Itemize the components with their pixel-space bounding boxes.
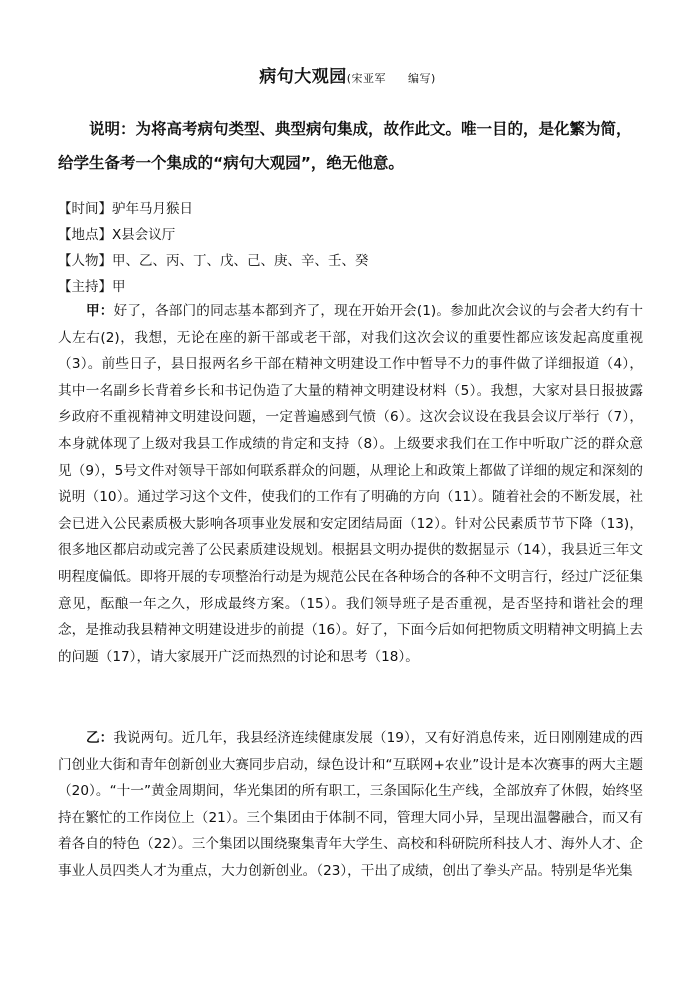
meta-time-value: 驴年马月猴日 <box>112 201 193 217</box>
meta-people <box>58 249 639 269</box>
paragraph-jia <box>58 298 643 670</box>
paragraph-text: 我说两句。近几年，我县经济连续健康发展（19），又有好消息传来，近日刚刚建成的西门创业大街和青年创新创业大赛同步启动，绿色设计和“互联网+农业”设计是本次赛事的两大主题（20）。“十一”黄金周期间，华光集团的所有职工，三条国际化生产线，全部放弃了休假，始终坚持在繁忙的工作岗位上（21）。三个集团由于体制不同，管理大同小异，呈现出温馨融合，而又有着各自的特色（22）。三个集团以围绕聚集青年大学生、高校和科研院所科技人才、海外人才、企事业人员四类人才为重点，大力创新创业。（23），干出了成绩，创出了拳头产品。特别是华光集 <box>58 730 643 879</box>
meta-place-label: 【地点】 <box>58 227 112 243</box>
document-title <box>0 62 695 87</box>
meta-people-label: 【人物】 <box>58 253 112 269</box>
paragraph-yi <box>58 725 643 885</box>
intro-note: 说明：为将高考病句类型、典型病句集成，故作此文。唯一目的，是化繁为简，给学生备考一个集成的“病句大观园”，绝无他意。 <box>58 120 632 172</box>
meta-host-value: 甲 <box>112 279 126 295</box>
title-main: 病句大观园 <box>259 67 347 87</box>
meta-time <box>58 197 639 217</box>
meta-place-value: X县会议厅 <box>112 227 176 243</box>
speaker-label: 甲： <box>86 303 114 319</box>
author-role: 编写) <box>408 72 436 85</box>
meta-host-label: 【主持】 <box>58 279 112 295</box>
speaker-label: 乙： <box>86 730 114 746</box>
meta-people-value: 甲、乙、丙、丁、戊、己、庚、辛、壬、癸 <box>112 253 369 269</box>
author-name: (宋亚军 <box>346 72 386 85</box>
paragraph-text: 好了，各部门的同志基本都到齐了，现在开始开会(1)。参加此次会议的与会者大约有十人左右(2)，我想，无论在座的新干部或老干部，对我们这次会议的重要性都应该发起高度重视（3）。前些日子，县日报两名乡干部在精神文明建设工作中暂导不力的事件做了详细报道（4），其中一名副乡长背着乡长和书记伪造了大量的精神文明建设材料（5）。我想，大家对县日报披露乡政府不重视精神文明建设问题，一定普遍感到气愤（6）。这次会议设在我县会议厅举行（7），本身就体现了上级对我县工作成绩的肯定和支持（8）。上级要求我们在工作中听取广泛的群众意见（9），5号文件对领导干部如何联系群众的问题，从理论上和政策上都做了详细的规定和深刻的说明（10）。通过学习这个文件，使我们的工作有了明确的方向（11）。随着社会的不断发展，社会已进入公民素质极大影响各项事业发展和安定团结局面（12）。针对公民素质节节下降（13)，很多地区都启动或完善了公民素质建设规划。根据县文明办提供的数据显示（14），我县近三年文明程度偏低。即将开展的专项整治行动是为规范公民在各种场合的各种不文明言行，经过广泛征集意见，酝酿一年之久，形成最终方案。（15）。我们领导班子是否重视，是否坚持和谐社会的理念，是推动我县精神文明建设进步的前提（16）。好了，下面今后如何把物质文明精神文明搞上去的问题（17），请大家展开广泛而热烈的讨论和思考（18）。 <box>58 303 643 665</box>
meta-place <box>58 223 639 243</box>
meta-time-label: 【时间】 <box>58 201 112 217</box>
meta-host <box>58 275 639 295</box>
title-author <box>347 72 436 85</box>
